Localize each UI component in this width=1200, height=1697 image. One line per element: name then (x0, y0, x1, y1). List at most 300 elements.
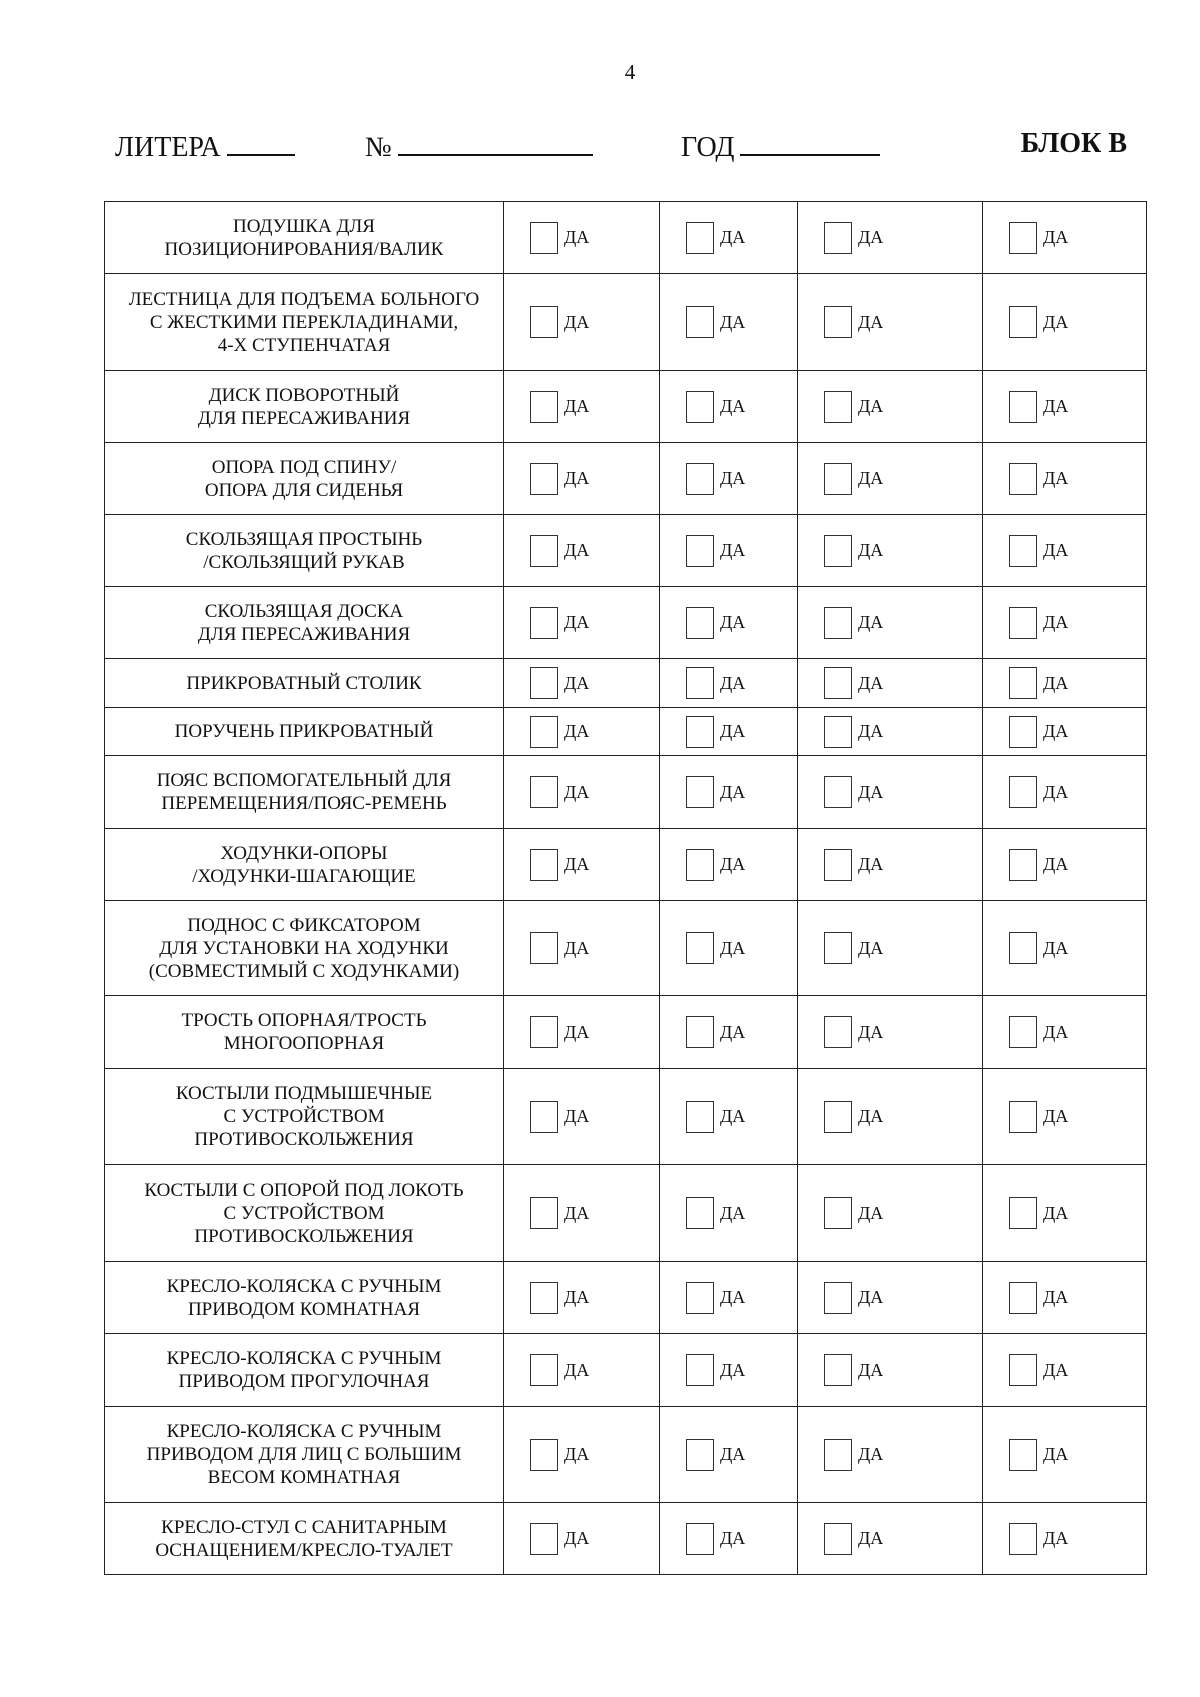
yes-option[interactable] (660, 607, 797, 639)
check-cell (798, 202, 983, 274)
item-name-line: ВЕСОМ КОМНАТНАЯ (207, 1467, 401, 1488)
yes-option[interactable] (798, 849, 982, 881)
yes-label: ДА (858, 540, 884, 560)
yes-label: ДА (720, 721, 746, 741)
yes-option[interactable] (660, 1354, 797, 1386)
litera-label: ЛИТЕРА (115, 132, 221, 163)
yes-checkbox[interactable] (1009, 463, 1037, 495)
yes-checkbox[interactable] (824, 1282, 852, 1314)
yes-option[interactable] (660, 776, 797, 808)
item-name-line: ТРОСТЬ ОПОРНАЯ/ТРОСТЬ (181, 1010, 427, 1031)
table-row (105, 371, 1147, 443)
yes-label: ДА (1043, 1359, 1069, 1380)
check-cell (504, 756, 660, 829)
yes-checkbox[interactable] (824, 849, 852, 881)
check-cell (798, 659, 983, 708)
yes-label: ДА (1043, 1106, 1069, 1126)
yes-checkbox[interactable] (1009, 222, 1037, 254)
yes-option[interactable] (983, 391, 1146, 423)
yes-label: ДА (858, 854, 884, 874)
yes-checkbox[interactable] (530, 1282, 558, 1314)
item-name-line: ОПОРА ДЛЯ СИДЕНЬЯ (204, 479, 404, 501)
yes-label: ДА (1043, 1528, 1069, 1548)
item-name-line: С УСТРОЙСТВОМ (223, 1202, 385, 1224)
item-name-line: КРЕСЛО-КОЛЯСКА С РУЧНЫМ (166, 1348, 442, 1369)
yes-option[interactable] (983, 222, 1146, 254)
yes-checkbox[interactable] (1009, 306, 1037, 338)
equipment-table (104, 201, 1147, 1575)
item-name-line: СКОЛЬЗЯЩАЯ ПРОСТЫНЬ (185, 528, 423, 550)
yes-checkbox[interactable] (824, 1439, 852, 1471)
table-row (105, 708, 1147, 756)
yes-option[interactable] (504, 1101, 659, 1133)
check-cell (983, 1503, 1147, 1575)
yes-checkbox[interactable] (686, 776, 714, 808)
yes-option[interactable] (660, 667, 797, 699)
check-cell (504, 274, 660, 371)
yes-label: ДА (1043, 612, 1069, 632)
yes-option[interactable] (983, 716, 1146, 748)
yes-label: ДА (858, 721, 884, 741)
yes-checkbox[interactable] (530, 306, 558, 338)
item-name-line: СКОЛЬЗЯЩАЯ ДОСКА (204, 600, 404, 622)
yes-label: ДА (564, 781, 590, 802)
item-name-cell (105, 756, 504, 829)
check-cell (798, 1165, 983, 1262)
item-name-line: (СОВМЕСТИМЫЙ С ХОДУНКАМИ) (148, 960, 460, 982)
yes-label: ДА (858, 227, 884, 247)
yes-option[interactable] (504, 1282, 659, 1314)
form-header (115, 128, 1127, 168)
check-cell (660, 1503, 798, 1575)
yes-label: ДА (564, 721, 590, 741)
yes-checkbox[interactable] (824, 1197, 852, 1229)
item-name-line: 4-Х СТУПЕНЧАТАЯ (217, 334, 391, 356)
yes-label: ДА (858, 1106, 884, 1126)
yes-option[interactable] (504, 1016, 659, 1048)
yes-checkbox[interactable] (530, 1354, 558, 1386)
check-cell (983, 756, 1147, 829)
check-cell (798, 996, 983, 1069)
check-cell (660, 1262, 798, 1334)
yes-option[interactable] (660, 222, 797, 254)
check-cell (660, 829, 798, 901)
check-cell (983, 587, 1147, 659)
item-name-line: ОПОРА ПОД СПИНУ/ (211, 456, 397, 478)
check-cell (504, 1503, 660, 1575)
yes-checkbox[interactable] (686, 463, 714, 495)
yes-checkbox[interactable] (824, 306, 852, 338)
table-row (105, 1503, 1147, 1575)
yes-option[interactable] (504, 222, 659, 254)
yes-checkbox[interactable] (686, 222, 714, 254)
yes-option[interactable] (504, 667, 659, 699)
yes-label: ДА (1043, 311, 1069, 332)
yes-checkbox[interactable] (824, 716, 852, 748)
litera-blank[interactable] (227, 128, 295, 156)
item-name-cell (105, 274, 504, 371)
yes-label: ДА (564, 854, 590, 874)
table-row (105, 659, 1147, 708)
yes-option[interactable] (504, 1197, 659, 1229)
yes-option[interactable] (798, 932, 982, 964)
item-name-line: ПРОТИВОСКОЛЬЖЕНИЯ (194, 1129, 414, 1150)
number-label: № (365, 132, 392, 163)
yes-option[interactable] (660, 716, 797, 748)
yes-checkbox[interactable] (686, 1282, 714, 1314)
yes-checkbox[interactable] (824, 932, 852, 964)
item-name-line: ПОРУЧЕНЬ ПРИКРОВАТНЫЙ (174, 721, 434, 742)
check-cell (504, 587, 660, 659)
yes-label: ДА (564, 612, 590, 632)
yes-checkbox[interactable] (1009, 667, 1037, 699)
yes-option[interactable] (504, 607, 659, 639)
item-name-cell (105, 515, 504, 587)
yes-label: ДА (858, 468, 884, 488)
check-cell (504, 659, 660, 708)
yes-checkbox[interactable] (530, 667, 558, 699)
item-name-line: ПОДУШКА ДЛЯ (233, 215, 375, 237)
check-cell (504, 1334, 660, 1407)
yes-label: ДА (1043, 721, 1069, 741)
check-cell (660, 996, 798, 1069)
yes-option[interactable] (504, 1523, 659, 1555)
item-name-line: ОСНАЩЕНИЕМ/КРЕСЛО-ТУАЛЕТ (155, 1539, 453, 1561)
yes-option[interactable] (660, 1439, 797, 1471)
yes-option[interactable] (798, 1439, 982, 1471)
yes-option[interactable] (660, 1197, 797, 1229)
year-field (681, 128, 880, 164)
yes-option[interactable] (983, 306, 1146, 338)
yes-option[interactable] (504, 932, 659, 964)
yes-checkbox[interactable] (824, 1354, 852, 1386)
yes-label: ДА (720, 311, 746, 332)
item-name-line: /СКОЛЬЗЯЩИЙ РУКАВ (203, 551, 405, 573)
item-name-cell (105, 901, 504, 996)
yes-label: ДА (720, 1021, 746, 1042)
yes-label: ДА (1043, 468, 1069, 488)
check-cell (983, 1334, 1147, 1407)
year-label: ГОД (681, 132, 735, 163)
yes-label: ДА (564, 1202, 590, 1223)
yes-checkbox[interactable] (530, 1523, 558, 1555)
yes-label: ДА (720, 854, 746, 874)
check-cell (660, 901, 798, 996)
check-cell (798, 829, 983, 901)
check-cell (798, 587, 983, 659)
yes-label: ДА (1043, 227, 1069, 247)
table-row (105, 756, 1147, 829)
yes-option[interactable] (983, 535, 1146, 567)
number-blank[interactable] (398, 128, 593, 156)
yes-option[interactable] (983, 1282, 1146, 1314)
yes-label: ДА (564, 396, 590, 416)
yes-option[interactable] (504, 1439, 659, 1471)
check-cell (983, 274, 1147, 371)
page-number: 4 (624, 60, 636, 84)
yes-checkbox[interactable] (686, 1197, 714, 1229)
yes-option[interactable] (504, 776, 659, 808)
item-name-cell (105, 708, 504, 756)
yes-checkbox[interactable] (824, 535, 852, 567)
yes-option[interactable] (504, 716, 659, 748)
yes-label: ДА (720, 612, 746, 632)
yes-option[interactable] (660, 463, 797, 495)
yes-checkbox[interactable] (686, 1439, 714, 1471)
yes-option[interactable] (798, 391, 982, 423)
yes-option[interactable] (660, 1016, 797, 1048)
table-row (105, 829, 1147, 901)
check-cell (660, 515, 798, 587)
yes-checkbox[interactable] (824, 1523, 852, 1555)
yes-option[interactable] (660, 849, 797, 881)
yes-option[interactable] (983, 1016, 1146, 1048)
yes-checkbox[interactable] (1009, 1439, 1037, 1471)
yes-checkbox[interactable] (824, 1016, 852, 1048)
table-row (105, 587, 1147, 659)
check-cell (660, 1407, 798, 1503)
check-cell (798, 515, 983, 587)
item-name-line: ДЛЯ УСТАНОВКИ НА ХОДУНКИ (159, 937, 449, 959)
yes-label: ДА (720, 781, 746, 802)
yes-label: ДА (720, 227, 746, 247)
check-cell (798, 1262, 983, 1334)
check-cell (660, 1069, 798, 1165)
yes-checkbox[interactable] (1009, 716, 1037, 748)
table-row (105, 1407, 1147, 1503)
yes-checkbox[interactable] (824, 222, 852, 254)
check-cell (504, 996, 660, 1069)
yes-checkbox[interactable] (686, 716, 714, 748)
yes-checkbox[interactable] (530, 1016, 558, 1048)
yes-checkbox[interactable] (1009, 1101, 1037, 1133)
yes-option[interactable] (983, 1439, 1146, 1471)
yes-label: ДА (564, 937, 590, 958)
yes-checkbox[interactable] (1009, 1197, 1037, 1229)
check-cell (504, 202, 660, 274)
item-name-cell (105, 1334, 504, 1407)
yes-option[interactable] (798, 1101, 982, 1133)
yes-checkbox[interactable] (1009, 1354, 1037, 1386)
yes-option[interactable] (798, 607, 982, 639)
yes-label: ДА (858, 672, 884, 693)
item-name-line: С УСТРОЙСТВОМ (223, 1106, 385, 1127)
yes-checkbox[interactable] (530, 222, 558, 254)
yes-checkbox[interactable] (686, 932, 714, 964)
yes-option[interactable] (798, 1197, 982, 1229)
item-name-line: ХОДУНКИ-ОПОРЫ (220, 842, 388, 864)
yes-label: ДА (858, 311, 884, 332)
check-cell (983, 515, 1147, 587)
table-row (105, 274, 1147, 371)
table-row (105, 996, 1147, 1069)
yes-checkbox[interactable] (530, 776, 558, 808)
yes-checkbox[interactable] (824, 667, 852, 699)
check-cell (983, 659, 1147, 708)
yes-checkbox[interactable] (530, 932, 558, 964)
yes-checkbox[interactable] (530, 849, 558, 881)
check-cell (660, 756, 798, 829)
yes-label: ДА (858, 1444, 884, 1464)
item-name-line: ПРИВОДОМ ДЛЯ ЛИЦ С БОЛЬШИМ (146, 1444, 462, 1465)
yes-option[interactable] (983, 1101, 1146, 1133)
yes-option[interactable] (798, 1282, 982, 1314)
yes-option[interactable] (660, 306, 797, 338)
check-cell (798, 1407, 983, 1503)
yes-label: ДА (858, 781, 884, 802)
yes-checkbox[interactable] (686, 607, 714, 639)
table-row (105, 515, 1147, 587)
yes-label: ДА (720, 1359, 746, 1380)
check-cell (660, 1334, 798, 1407)
item-name-line: ДИСК ПОВОРОТНЫЙ (208, 384, 400, 406)
check-cell (504, 515, 660, 587)
yes-checkbox[interactable] (824, 776, 852, 808)
check-cell (504, 1407, 660, 1503)
yes-checkbox[interactable] (686, 849, 714, 881)
yes-option[interactable] (798, 535, 982, 567)
item-name-line: КРЕСЛО-СТУЛ С САНИТАРНЫМ (161, 1516, 447, 1538)
yes-checkbox[interactable] (686, 1016, 714, 1048)
yes-option[interactable] (798, 306, 982, 338)
yes-checkbox[interactable] (1009, 776, 1037, 808)
table-row (105, 443, 1147, 515)
yes-checkbox[interactable] (1009, 932, 1037, 964)
yes-option[interactable] (798, 1016, 982, 1048)
yes-label: ДА (858, 1021, 884, 1042)
yes-checkbox[interactable] (686, 1523, 714, 1555)
yes-option[interactable] (660, 1101, 797, 1133)
yes-option[interactable] (798, 1523, 982, 1555)
yes-label: ДА (720, 396, 746, 416)
yes-checkbox[interactable] (530, 535, 558, 567)
yes-checkbox[interactable] (530, 1101, 558, 1133)
yes-checkbox[interactable] (1009, 849, 1037, 881)
check-cell (660, 708, 798, 756)
yes-checkbox[interactable] (686, 667, 714, 699)
yes-option[interactable] (660, 391, 797, 423)
yes-option[interactable] (983, 463, 1146, 495)
yes-checkbox[interactable] (686, 391, 714, 423)
yes-label: ДА (1043, 854, 1069, 874)
yes-checkbox[interactable] (530, 463, 558, 495)
yes-checkbox[interactable] (824, 607, 852, 639)
check-cell (983, 1165, 1147, 1262)
item-name-cell (105, 443, 504, 515)
item-name-line: ПЕРЕМЕЩЕНИЯ/ПОЯС-РЕМЕНЬ (161, 793, 447, 814)
yes-label: ДА (564, 672, 590, 693)
yes-option[interactable] (798, 667, 982, 699)
yes-option[interactable] (504, 535, 659, 567)
yes-label: ДА (1043, 1444, 1069, 1464)
yes-option[interactable] (798, 716, 982, 748)
check-cell (983, 1069, 1147, 1165)
yes-label: ДА (564, 1528, 590, 1548)
yes-checkbox[interactable] (1009, 1282, 1037, 1314)
check-cell (660, 274, 798, 371)
yes-checkbox[interactable] (530, 1439, 558, 1471)
check-cell (504, 1069, 660, 1165)
yes-checkbox[interactable] (686, 306, 714, 338)
yes-checkbox[interactable] (1009, 1016, 1037, 1048)
yes-option[interactable] (504, 1354, 659, 1386)
yes-label: ДА (858, 1359, 884, 1380)
yes-option[interactable] (660, 535, 797, 567)
yes-option[interactable] (798, 1354, 982, 1386)
yes-option[interactable] (798, 463, 982, 495)
yes-option[interactable] (983, 1523, 1146, 1555)
item-name-line: /ХОДУНКИ-ШАГАЮЩИЕ (192, 865, 416, 887)
check-cell (660, 371, 798, 443)
yes-option[interactable] (798, 222, 982, 254)
yes-checkbox[interactable] (686, 1101, 714, 1133)
yes-checkbox[interactable] (1009, 391, 1037, 423)
item-name-line: КОСТЫЛИ С ОПОРОЙ ПОД ЛОКОТЬ (144, 1179, 464, 1201)
check-cell (660, 443, 798, 515)
yes-option[interactable] (983, 849, 1146, 881)
check-cell (504, 1262, 660, 1334)
yes-checkbox[interactable] (530, 716, 558, 748)
yes-label: ДА (720, 1444, 746, 1464)
yes-option[interactable] (660, 932, 797, 964)
yes-label: ДА (720, 540, 746, 560)
yes-checkbox[interactable] (824, 1101, 852, 1133)
table-row (105, 1069, 1147, 1165)
yes-option[interactable] (983, 932, 1146, 964)
yes-label: ДА (858, 612, 884, 632)
yes-option[interactable] (798, 776, 982, 808)
yes-option[interactable] (504, 849, 659, 881)
check-cell (504, 708, 660, 756)
yes-option[interactable] (504, 391, 659, 423)
yes-label: ДА (720, 1528, 746, 1548)
yes-checkbox[interactable] (1009, 1523, 1037, 1555)
yes-option[interactable] (983, 776, 1146, 808)
yes-option[interactable] (660, 1523, 797, 1555)
item-name-cell (105, 659, 504, 708)
check-cell (983, 708, 1147, 756)
yes-checkbox[interactable] (1009, 607, 1037, 639)
yes-label: ДА (564, 540, 590, 560)
litera-field (115, 128, 295, 164)
item-name-line: ДЛЯ ПЕРЕСАЖИВАНИЯ (197, 407, 411, 429)
yes-option[interactable] (983, 1354, 1146, 1386)
yes-label: ДА (858, 1202, 884, 1223)
yes-checkbox[interactable] (530, 391, 558, 423)
yes-label: ДА (1043, 1202, 1069, 1223)
yes-option[interactable] (983, 607, 1146, 639)
yes-option[interactable] (504, 306, 659, 338)
yes-checkbox[interactable] (686, 1354, 714, 1386)
yes-label: ДА (858, 1528, 884, 1548)
year-blank[interactable] (740, 128, 880, 156)
table-row (105, 901, 1147, 996)
yes-checkbox[interactable] (824, 391, 852, 423)
yes-checkbox[interactable] (530, 607, 558, 639)
yes-option[interactable] (983, 667, 1146, 699)
yes-checkbox[interactable] (530, 1197, 558, 1229)
yes-checkbox[interactable] (824, 463, 852, 495)
yes-checkbox[interactable] (1009, 535, 1037, 567)
yes-checkbox[interactable] (686, 535, 714, 567)
yes-option[interactable] (983, 1197, 1146, 1229)
yes-option[interactable] (660, 1282, 797, 1314)
check-cell (504, 829, 660, 901)
check-cell (798, 274, 983, 371)
yes-label: ДА (720, 1106, 746, 1126)
yes-option[interactable] (504, 463, 659, 495)
yes-label: ДА (858, 396, 884, 416)
